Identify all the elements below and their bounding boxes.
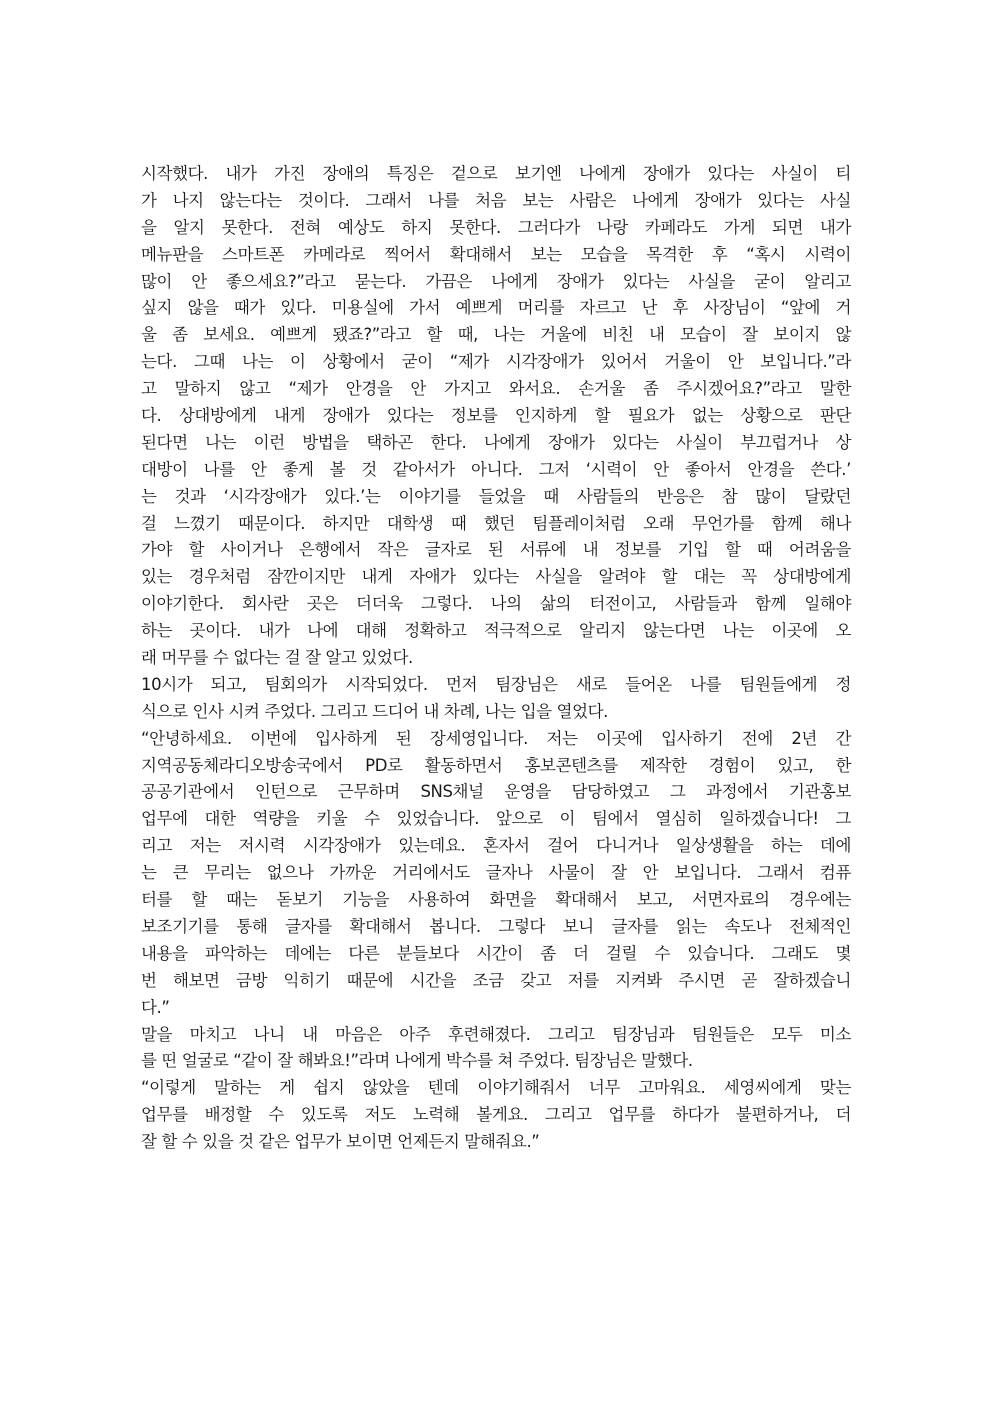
text-line: 다.” (141, 997, 170, 1017)
text-line: 잘 할 수 있을 것 같은 업무가 보이면 언제든지 말해줘요.” (141, 1132, 540, 1152)
text-line: 메뉴판을 스마트폰 카메라로 찍어서 확대해서 보는 모습을 목격한 후 “혹시 시력이 (141, 244, 851, 264)
text-line: 리고 저는 저시력 시각장애가 있는데요. 혼자서 걸어 다니거나 일상생활을 하는 데에 (141, 836, 851, 856)
text-line: 가 나지 않는다는 것이다. 그래서 나를 처음 보는 사람은 나에게 장애가 있다는 사실 (141, 190, 851, 210)
text-line: 터를 할 때는 돋보기 기능을 사용하여 화면을 확대해서 보고, 서면자료의 경우에는 (141, 890, 851, 910)
text-line: 는다. 그때 나는 이 상황에서 굳이 “제가 시각장애가 있어서 거울이 안 보입니다.”라 (141, 352, 851, 372)
text-line: 지역공동체라디오방송국에서 PD로 활동하면서 홍보콘텐츠를 제작한 경험이 있고, 한 (141, 755, 851, 775)
text-line: 가야 할 사이거나 은행에서 작은 글자로 된 서류에 내 정보를 기입 할 때 어려움을 (141, 540, 851, 560)
text-line: 업무에 대한 역량을 키울 수 있었습니다. 앞으로 이 팀에서 열심히 일하겠습니다! 그 (141, 809, 851, 829)
text-line: 대방이 나를 안 좋게 볼 것 같아서가 아니다. 그저 ‘시력이 안 좋아서 안경을 쓴다.’ (141, 459, 851, 479)
text-line: 싶지 않을 때가 있다. 미용실에 가서 예쁘게 머리를 자르고 난 후 사장님이 “앞에 거 (141, 298, 851, 318)
text-line: 다. 상대방에게 내게 장애가 있다는 정보를 인지하게 할 필요가 없는 상황으로 판단 (141, 406, 851, 426)
text-line: 는 것과 ‘시각장애가 있다.’는 이야기를 들었을 때 사람들의 반응은 참 많이 달랐던 (141, 486, 851, 506)
text-line: 고 말하지 않고 “제가 안경을 안 가지고 와서요. 손거울 좀 주시겠어요?”라고 말한 (141, 379, 851, 399)
text-line: 는 큰 무리는 없으나 가까운 거리에서도 글자나 사물이 잘 안 보입니다. 그래서 컴퓨 (141, 863, 851, 883)
text-line: 울 좀 보세요. 예쁘게 됐죠?”라고 할 때, 나는 거울에 비친 내 모습이 잘 보이지 않 (141, 325, 851, 345)
text-line: 업무를 배정할 수 있도록 저도 노력해 볼게요. 그리고 업무를 하다가 불편하거나, 더 (141, 1105, 851, 1125)
text-line: 보조기기를 통해 글자를 확대해서 봅니다. 그렇다 보니 글자를 읽는 속도나 전체적인 (141, 916, 851, 936)
text-line: 을 알지 못한다. 전혀 예상도 하지 못한다. 그러다가 나랑 카페라도 가게 되면 내가 (141, 217, 851, 237)
text-line: 말을 마치고 나니 내 마음은 아주 후련해졌다. 그리고 팀장님과 팀원들은 모두 미소 (141, 1024, 851, 1044)
text-line: 이야기한다. 회사란 곳은 더더욱 그렇다. 나의 삶의 터전이고, 사람들과 함께 일해야 (141, 594, 851, 614)
text-line: 많이 안 좋으세요?”라고 묻는다. 가끔은 나에게 장애가 있다는 사실을 굳이 알리고 (141, 271, 851, 291)
text-line: 하는 곳이다. 내가 나에 대해 정확하고 적극적으로 알리지 않는다면 나는 이곳에 오 (141, 621, 851, 641)
text-line: “안녕하세요. 이번에 입사하게 된 장세영입니다. 저는 이곳에 입사하기 전에 2년 간 (141, 728, 851, 748)
text-line: 시작했다. 내가 가진 장애의 특징은 겉으로 보기엔 나에게 장애가 있다는 사실이 티 (141, 164, 851, 183)
body-text (141, 161, 851, 1156)
text-line: 있는 경우처럼 잠깐이지만 내게 자애가 있다는 사실을 알려야 할 대는 꼭 상대방에게 (141, 567, 851, 587)
text-line: 래 머무를 수 없다는 걸 잘 알고 있었다. (141, 648, 413, 668)
text-line: 된다면 나는 이런 방법을 택하곤 한다. 나에게 장애가 있다는 사실이 부끄럽거나 상 (141, 432, 851, 452)
text-line: 식으로 인사 시켜 주었다. 그리고 드디어 내 차례, 나는 입을 열었다. (141, 701, 608, 721)
text-line: 를 띤 얼굴로 “같이 잘 해봐요!”라며 나에게 박수를 쳐 주었다. 팀장님은 말했다. (141, 1051, 693, 1071)
text-line: 10시가 되고, 팀회의가 시작되었다. 먼저 팀장님은 새로 들어온 나를 팀원들에게 정 (141, 674, 851, 694)
text-line: 내용을 파악하는 데에는 다른 분들보다 시간이 좀 더 걸릴 수 있습니다. 그래도 몇 (141, 943, 851, 963)
text-line: 공공기관에서 인턴으로 근무하며 SNS채널 운영을 담당하였고 그 과정에서 기관홍보 (141, 782, 851, 802)
text-line: 번 해보면 금방 익히기 때문에 시간을 조금 갖고 저를 지켜봐 주시면 곧 잘하겠습니 (141, 970, 851, 990)
text-line: 걸 느꼈기 때문이다. 하지만 대학생 때 했던 팀플레이처럼 오래 무언가를 함께 해나 (141, 513, 851, 533)
text-line: “이렇게 말하는 게 쉽지 않았을 텐데 이야기해줘서 너무 고마워요. 세영씨에게 맞는 (141, 1078, 851, 1098)
